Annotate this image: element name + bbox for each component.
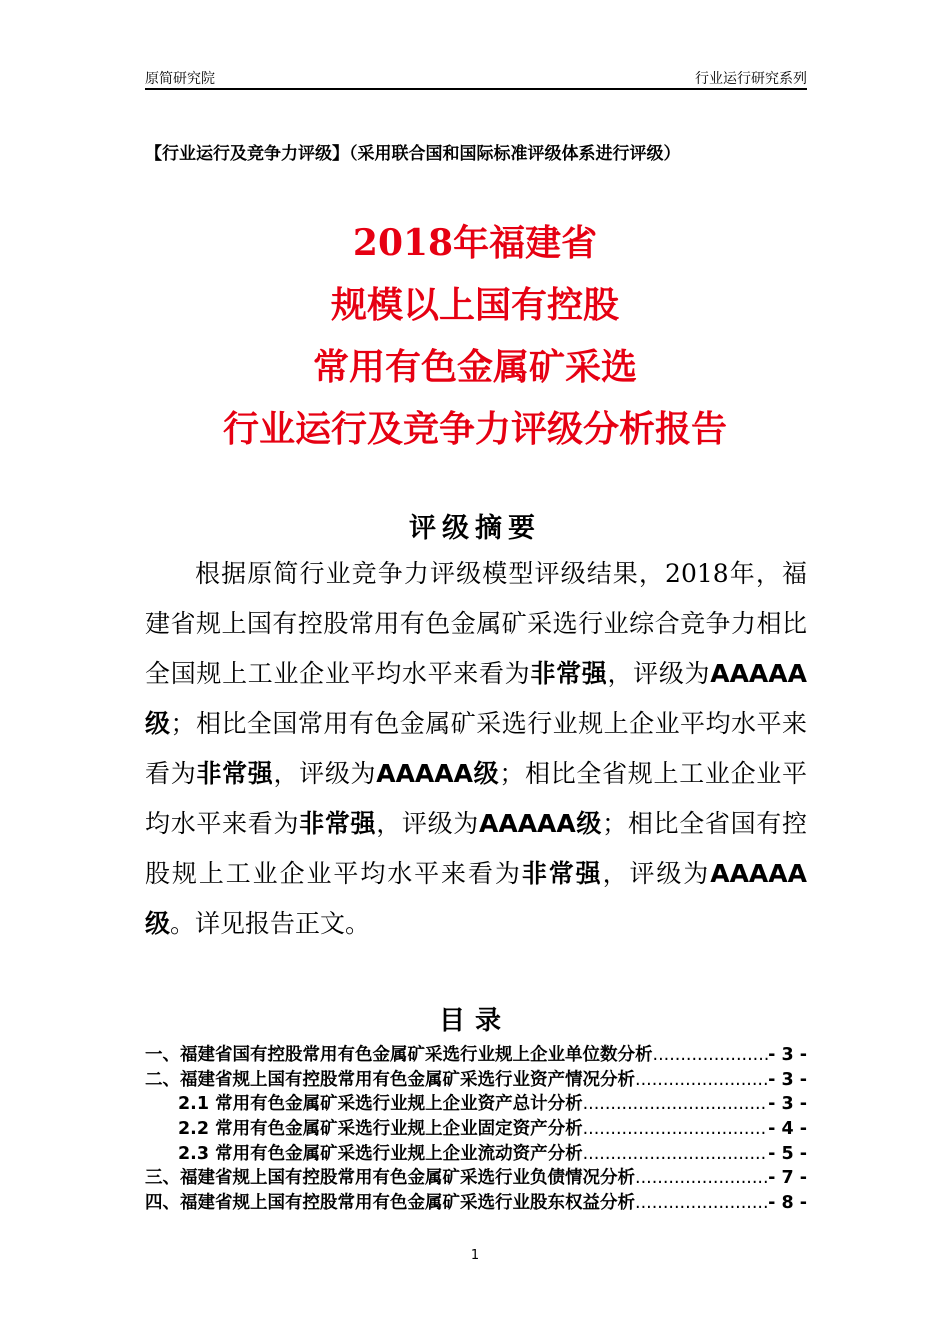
summary-paragraph bbox=[145, 549, 807, 949]
report-title bbox=[0, 212, 950, 460]
toc-leader-dots bbox=[583, 1092, 769, 1117]
toc-entry-label: 三、福建省规上国有控股常用有色金属矿采选行业负债情况分析 bbox=[145, 1168, 635, 1189]
rating-emphasis: 非常强 bbox=[530, 659, 608, 688]
toc-leader-dots bbox=[635, 1166, 768, 1191]
summary-text: 。详见报告正文。 bbox=[170, 909, 371, 938]
rating-emphasis: AAAAA级 bbox=[145, 659, 807, 738]
rating-emphasis: 非常强 bbox=[196, 759, 274, 788]
toc-entry-page: - 3 - bbox=[768, 1045, 807, 1065]
title-line: 常用有色金属矿采选 bbox=[312, 346, 637, 388]
title-line: 行业运行及竞争力评级分析报告 bbox=[222, 408, 727, 450]
page-header bbox=[145, 68, 807, 90]
toc-entry-label: 二、福建省规上国有控股常用有色金属矿采选行业资产情况分析 bbox=[145, 1069, 635, 1090]
toc-entry[interactable] bbox=[145, 1166, 807, 1191]
summary-text: ，评级为 bbox=[602, 859, 711, 888]
toc-leader-dots bbox=[583, 1117, 769, 1142]
summary-text: ，评级为 bbox=[376, 809, 479, 838]
summary-text: 根据原简行业竞争力评级模型评级结果，2018年，福建省规上国有控股常用有色金属矿采选行业综合竞争力相比全国规上工业企业平均水平来看为 bbox=[145, 559, 807, 688]
summary-text: ，评级为 bbox=[607, 659, 711, 688]
toc-entry[interactable] bbox=[145, 1043, 807, 1068]
toc-heading: 目录 bbox=[438, 1006, 511, 1036]
toc-entry-label: 2.2 常用有色金属矿采选行业规上企业固定资产分析 bbox=[178, 1119, 583, 1140]
rating-emphasis: AAAAA级 bbox=[376, 759, 500, 788]
toc-entry-page: - 5 - bbox=[768, 1143, 807, 1164]
toc-entry[interactable] bbox=[145, 1117, 807, 1142]
toc-leader-dots bbox=[583, 1142, 769, 1167]
title-line: 2018年福建省 bbox=[352, 222, 598, 264]
summary-text: ；相比全国常用有色金属矿采选行业规上企业平均水平来看为 bbox=[145, 709, 807, 788]
toc-entry-label: 2.1 常用有色金属矿采选行业规上企业资产总计分析 bbox=[178, 1094, 583, 1115]
summary-text: ；相比全省国有控股规上工业企业平均水平来看为 bbox=[145, 809, 807, 888]
page-number: 1 bbox=[470, 1248, 480, 1263]
summary-text: ，评级为 bbox=[273, 759, 377, 788]
rating-emphasis: AAAAA级 bbox=[479, 809, 603, 838]
toc-entry[interactable] bbox=[145, 1191, 807, 1216]
rating-emphasis: 非常强 bbox=[299, 809, 377, 838]
toc-entry[interactable] bbox=[145, 1092, 807, 1117]
toc-entry-page: - 3 - bbox=[768, 1069, 807, 1090]
rating-tagline: 【行业运行及竞争力评级】（采用联合国和国际标准评级体系进行评级） bbox=[145, 144, 681, 164]
toc-entry-page: - 3 - bbox=[768, 1094, 807, 1115]
toc-entry-label: 四、福建省规上国有控股常用有色金属矿采选行业股东权益分析 bbox=[145, 1193, 635, 1214]
header-series: 行业运行研究系列 bbox=[695, 71, 807, 87]
rating-emphasis: AAAAA级 bbox=[145, 859, 807, 938]
table-of-contents bbox=[145, 1043, 807, 1216]
toc-entry-label: 一、福建省国有控股常用有色金属矿采选行业规上企业单位数分析 bbox=[145, 1045, 653, 1065]
toc-entry-page: - 7 - bbox=[768, 1168, 807, 1189]
toc-leader-dots bbox=[635, 1068, 768, 1093]
toc-entry-page: - 8 - bbox=[768, 1193, 807, 1214]
toc-entry[interactable] bbox=[145, 1068, 807, 1093]
summary-text: ；相比全省规上工业企业平均水平来看为 bbox=[145, 759, 807, 838]
header-org: 原简研究院 bbox=[145, 71, 215, 87]
title-line: 规模以上国有控股 bbox=[330, 284, 619, 326]
toc-leader-dots bbox=[635, 1191, 768, 1216]
toc-leader-dots bbox=[653, 1043, 769, 1068]
rating-emphasis: 非常强 bbox=[521, 859, 603, 888]
toc-entry-page: - 4 - bbox=[768, 1119, 807, 1140]
summary-heading: 评级摘要 bbox=[409, 513, 541, 544]
toc-entry-label: 2.3 常用有色金属矿采选行业规上企业流动资产分析 bbox=[178, 1143, 583, 1164]
toc-entry[interactable] bbox=[145, 1142, 807, 1167]
